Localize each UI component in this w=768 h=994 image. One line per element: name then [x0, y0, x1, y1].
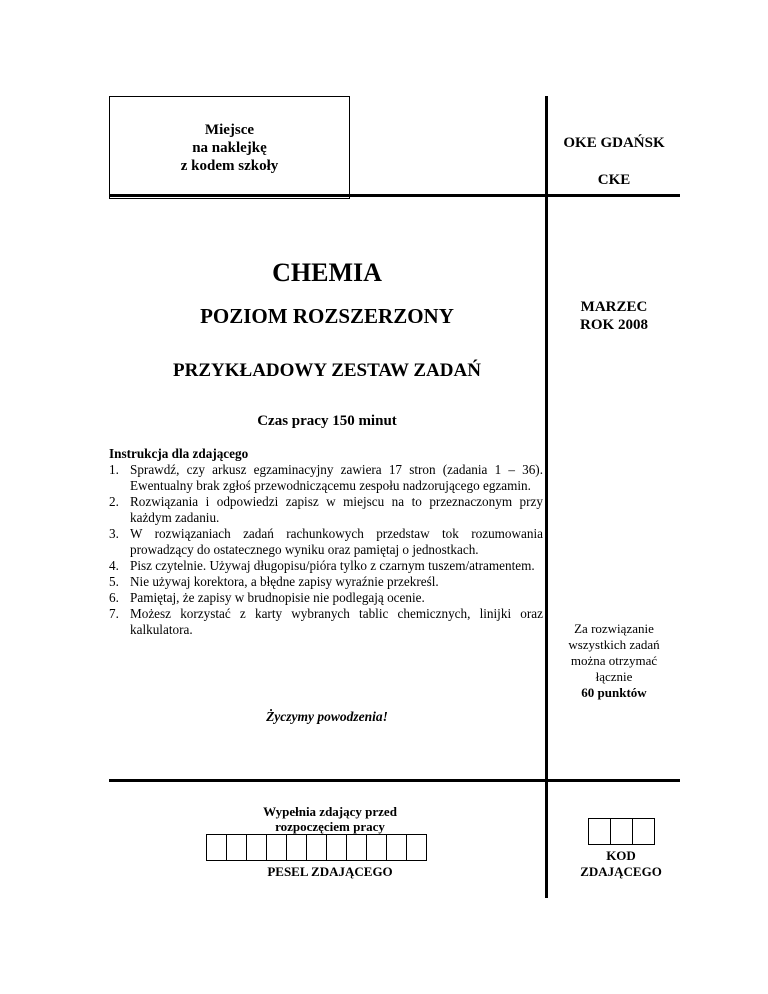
oke-label: OKE GDAŃSK — [563, 135, 665, 151]
item-text: Rozwiązania i odpowiedzi zapisz w miejscu na to przeznaczonym przy każdym zadaniu. — [130, 494, 543, 525]
instructions-heading: Instrukcja dla zdającego — [109, 446, 249, 461]
pesel-digit-box[interactable] — [326, 834, 347, 861]
set-title: PRZYKŁADOWY ZESTAW ZADAŃ — [173, 360, 481, 381]
cke-label: CKE — [597, 172, 631, 188]
points-line: wszystkich zadań — [568, 637, 660, 652]
date-year: ROK 2008 — [580, 317, 648, 333]
list-item — [109, 558, 543, 574]
list-item — [109, 590, 543, 606]
fill-note-line: Wypełnia zdający przed — [263, 804, 397, 819]
pesel-digit-box[interactable] — [386, 834, 407, 861]
fill-note-line: rozpoczęciem pracy — [275, 819, 385, 834]
list-item — [109, 526, 543, 558]
list-item — [109, 606, 543, 638]
level-title: POZIOM ROZSZERZONY — [200, 304, 454, 328]
pesel-digit-box[interactable] — [346, 834, 367, 861]
exam-date — [548, 298, 680, 334]
sticker-line: Miejsce — [204, 121, 255, 138]
time-label: Czas pracy 150 minut — [257, 413, 397, 429]
points-line: można otrzymać — [570, 653, 658, 668]
item-text: W rozwiązaniach zadań rachunkowych przedstaw tok rozumowania prowadzący do ostatecznego wyniku oraz pamiętaj o jednostkach. — [130, 526, 543, 557]
fill-note — [200, 804, 460, 834]
vertical-divider — [545, 96, 548, 898]
points-total: 60 punktów — [581, 685, 647, 700]
list-item — [109, 574, 543, 590]
pesel-digit-box[interactable] — [366, 834, 387, 861]
item-text: Pisz czytelnie. Używaj długopisu/pióra tylko z czarnym tuszem/atramentem. — [130, 558, 535, 573]
sticker-line: z kodem szkoły — [180, 157, 279, 174]
points-line: łącznie — [595, 669, 633, 684]
footer-divider — [109, 779, 680, 782]
page-title: CHEMIA — [272, 258, 382, 287]
kod-label-line: ZDAJĄCEGO — [580, 864, 662, 879]
kod-label-line: KOD — [606, 848, 636, 863]
kod-input[interactable] — [589, 818, 655, 845]
kod-digit-box[interactable] — [610, 818, 633, 845]
pesel-label: PESEL ZDAJĄCEGO — [267, 864, 393, 879]
pesel-digit-box[interactable] — [206, 834, 227, 861]
item-number: 6. — [109, 590, 119, 605]
kod-digit-box[interactable] — [632, 818, 655, 845]
instructions — [109, 446, 543, 638]
pesel-digit-box[interactable] — [266, 834, 287, 861]
points-line: Za rozwiązanie — [574, 621, 654, 636]
kod-label — [548, 848, 694, 880]
list-item — [109, 494, 543, 526]
item-number: 4. — [109, 558, 119, 573]
date-month: MARZEC — [580, 299, 648, 315]
pesel-input[interactable] — [207, 834, 427, 861]
item-number: 7. — [109, 606, 119, 621]
points-info — [548, 621, 680, 701]
item-text: Możesz korzystać z karty wybranych tablic chemicznych, linijki oraz kalkulatora. — [130, 606, 543, 637]
header-divider — [109, 194, 680, 197]
item-number: 1. — [109, 462, 119, 477]
sticker-box — [109, 96, 350, 199]
item-number: 2. — [109, 494, 119, 509]
sticker-text — [181, 121, 279, 175]
pesel-digit-box[interactable] — [306, 834, 327, 861]
kod-digit-box[interactable] — [588, 818, 611, 845]
sticker-line: na naklejkę — [192, 139, 267, 156]
pesel-digit-box[interactable] — [286, 834, 307, 861]
item-text: Sprawdź, czy arkusz egzaminacyjny zawiera 17 stron (zadania 1 – 36). Ewentualny brak zgłoś przewodniczącemu zespołu nadzorującego egzamin. — [130, 462, 543, 493]
pesel-digit-box[interactable] — [246, 834, 267, 861]
item-number: 5. — [109, 574, 119, 589]
pesel-digit-box[interactable] — [226, 834, 247, 861]
list-item — [109, 462, 543, 494]
good-luck-text: Życzymy powodzenia! — [266, 709, 388, 724]
item-text: Pamiętaj, że zapisy w brudnopisie nie podlegają ocenie. — [130, 590, 425, 605]
item-text: Nie używaj korektora, a błędne zapisy wyraźnie przekreśl. — [130, 574, 439, 589]
item-number: 3. — [109, 526, 119, 541]
pesel-digit-box[interactable] — [406, 834, 427, 861]
